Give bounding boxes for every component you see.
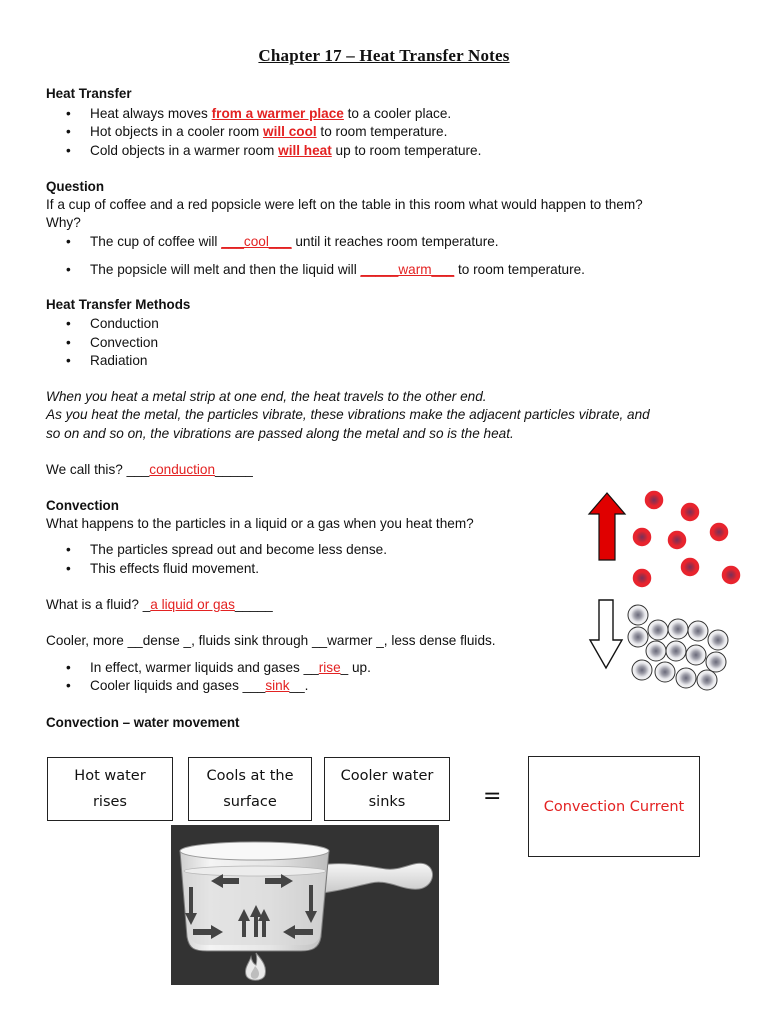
particle-diagram xyxy=(580,482,750,694)
metal-paragraph-line: so on and so on, the vibrations are passed along the metal and so is the heat. xyxy=(46,426,514,441)
method-item: • Radiation xyxy=(66,353,148,368)
step-box-cooler-water-sinks: Cooler water sinks xyxy=(324,757,450,821)
section-heading-water-movement: Convection – water movement xyxy=(46,715,240,730)
section-heading-question: Question xyxy=(46,179,105,194)
bullet-hot-objects: • Hot objects in a cooler room will cool to room temperature. xyxy=(66,124,448,139)
fluid-line: What is a fluid? _a liquid or gas_____ xyxy=(46,597,273,612)
page-title: Chapter 17 – Heat Transfer Notes xyxy=(258,46,510,65)
step-box-cools-at-surface: Cools at the surface xyxy=(188,757,312,821)
question-text: If a cup of coffee and a red popsicle were left on the table in this room what would happen to them? xyxy=(46,197,643,212)
bullet-spread-out: • The particles spread out and become less dense. xyxy=(66,542,387,557)
cooler-dense-line: Cooler, more __dense _, fluids sink through __warmer _, less dense fluids. xyxy=(46,633,496,648)
hot-particles xyxy=(632,490,741,588)
equals-sign: = xyxy=(483,784,502,809)
up-arrow-icon xyxy=(589,493,625,560)
cold-particles xyxy=(628,605,728,690)
step-box-hot-water-rises: Hot water rises xyxy=(47,757,173,821)
bullet-cold-objects: • Cold objects in a warmer room will heat up to room temperature. xyxy=(66,143,482,158)
bullet-sink: • Cooler liquids and gases ___sink__. xyxy=(66,678,309,693)
bullet-rise: • In effect, warmer liquids and gases __rise_ up. xyxy=(66,660,371,675)
bullet-popsicle: • The popsicle will melt and then the liquid will _____warm___ to room temperature. xyxy=(66,262,585,277)
result-box-convection-current: Convection Current xyxy=(528,756,700,857)
metal-paragraph-line: When you heat a metal strip at one end, the heat travels to the other end. xyxy=(46,389,487,404)
bullet-coffee: • The cup of coffee will ___cool___ until it reaches room temperature. xyxy=(66,234,499,249)
down-arrow-icon xyxy=(590,600,622,668)
convection-question: What happens to the particles in a liquid or a gas when you heat them? xyxy=(46,516,474,531)
bullet-heat-moves: • Heat always moves from a warmer place to a cooler place. xyxy=(66,106,452,121)
metal-paragraph-line: As you heat the metal, the particles vibrate, these vibrations make the adjacent particles vibrate, and xyxy=(46,407,650,422)
method-item: • Conduction xyxy=(66,316,159,331)
method-item: • Convection xyxy=(66,335,159,350)
section-heading-heat-transfer: Heat Transfer xyxy=(46,86,132,101)
section-heading-methods: Heat Transfer Methods xyxy=(46,297,191,312)
call-this-line: We call this? ___conduction_____ xyxy=(46,462,253,477)
question-why: Why? xyxy=(46,215,81,230)
pot-illustration xyxy=(171,825,439,985)
section-heading-convection: Convection xyxy=(46,498,119,513)
bullet-fluid-movement: • This effects fluid movement. xyxy=(66,561,259,576)
